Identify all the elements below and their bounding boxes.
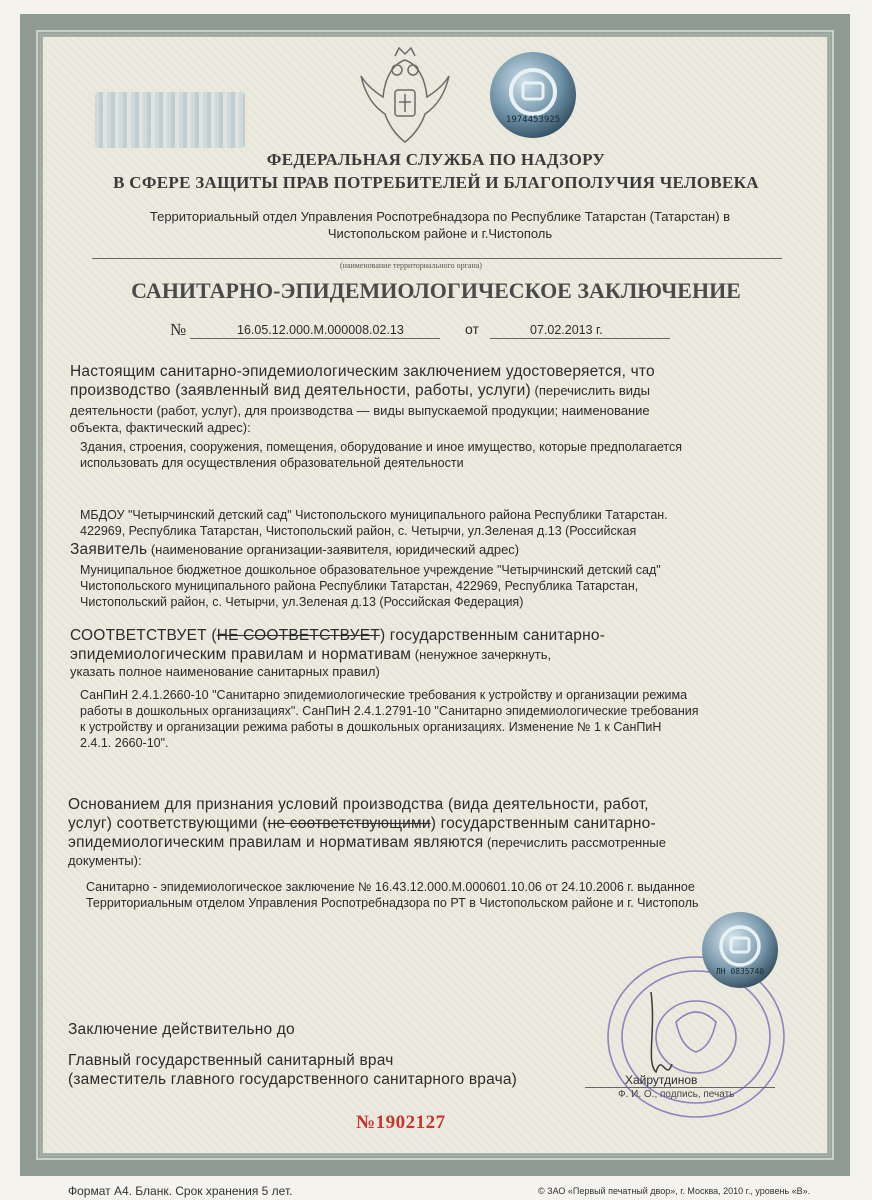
certify-line-2-main: производство (заявленный вид деятельности, работы, услуги) <box>70 382 531 399</box>
certificate-number: 16.05.12.000.М.000008.02.13 <box>237 323 404 337</box>
paren-open: ( <box>206 627 217 644</box>
applicant-heading <box>70 540 519 559</box>
state-emblem-icon <box>355 42 455 152</box>
territorial-underline <box>92 258 782 259</box>
applicant-line-2: Чистопольского муниципального района Республики Татарстан, 422969, Республика Татарстан, <box>80 579 639 593</box>
not-complies-text: НЕ СООТВЕТСТВУЕТ <box>216 627 380 644</box>
applicant-caption: (наименование организации-заявителя, юридический адрес) <box>147 542 520 557</box>
basis-line-2-b: ) государственным санитарно- <box>430 815 656 832</box>
document-title: САНИТАРНО-ЭПИДЕМИОЛОГИЧЕСКОЕ ЗАКЛЮЧЕНИЕ <box>131 278 741 303</box>
basis-not-complies: не соответствующими <box>267 815 431 832</box>
footer-printer: © ЗАО «Первый печатный двор», г. Москва, 2010 г., уровень «В». <box>538 1186 811 1196</box>
hologram-seal-icon <box>488 50 578 140</box>
footer-format: Формат А4. Бланк. Срок хранения 5 лет. <box>68 1184 293 1198</box>
object-address-2: 422969, Республика Татарстан, Чистопольский район, с. Четырчи, ул.Зеленая д.13 (Российская <box>80 524 637 538</box>
applicant-label: Заявитель <box>70 541 148 558</box>
date-underline <box>490 338 670 339</box>
svg-text:1974453925: 1974453925 <box>505 115 561 125</box>
applicant-line-1: Муниципальное бюджетное дошкольное образовательное учреждение "Четырчинский детский сад" <box>80 563 661 577</box>
basis-line-2 <box>68 814 656 833</box>
territorial-caption: (наименование территориального органа) <box>340 261 482 270</box>
object-description-2: использовать для осуществления образовательной деятельности <box>80 456 464 470</box>
basis-line-2-a: услуг) соответствующими ( <box>68 815 268 832</box>
certify-line-4: объекта, фактический адрес): <box>70 420 251 435</box>
basis-document-1: Санитарно - эпидемиологическое заключение № 16.43.12.000.М.000601.10.06 от 24.10.2006 г. выданное <box>86 880 695 894</box>
hologram-strip <box>95 92 245 148</box>
basis-document-2: Территориальным отделом Управления Роспотребнадзора по РТ в Чистопольском районе и г. Чистополь <box>86 896 699 910</box>
basis-line-3 <box>68 833 666 852</box>
certificate-date: 07.02.2013 г. <box>530 323 603 337</box>
complies-text: СООТВЕТСТВУЕТ <box>70 627 207 644</box>
basis-line-3-note: (перечислить рассмотренные <box>483 835 666 850</box>
svg-text:ЛН 0835740: ЛН 0835740 <box>715 967 765 976</box>
signature-caption: Ф. И. О., подпись, печать <box>618 1089 735 1100</box>
territorial-line-2: Чистопольском районе и г.Чистополь <box>327 226 553 241</box>
conformity-line-3: указать полное наименование санитарных правил) <box>70 664 380 679</box>
signatory-line-2: (заместитель главного государственного санитарного врача) <box>68 1071 518 1088</box>
conformity-rest: ) государственным санитарно- <box>379 627 606 644</box>
conformity-line-1 <box>70 626 605 645</box>
signatory-name: Хайрутдинов <box>625 1073 698 1087</box>
agency-line-2: В СФЕРЕ ЗАЩИТЫ ПРАВ ПОТРЕБИТЕЛЕЙ И БЛАГОПОЛУЧИЯ ЧЕЛОВЕКА <box>113 173 759 192</box>
object-description-1: Здания, строения, сооружения, помещения, оборудование и иное имущество, которые предполагается <box>80 440 683 454</box>
conformity-line-2-note: (ненужное зачеркнуть, <box>411 647 552 662</box>
conformity-line-2 <box>70 645 551 664</box>
conformity-line-2-main: эпидемиологическим правилам и нормативам <box>70 646 412 663</box>
certify-line-2 <box>70 381 650 400</box>
territorial-authority <box>70 208 810 242</box>
object-address-1: МБДОУ "Четырчинский детский сад" Чистопольского муниципального района Республики Татарстан. <box>80 508 668 522</box>
certify-line-3: деятельности (работ, услуг), для производства — виды выпускаемой продукции; наименование <box>70 403 650 418</box>
number-label: № <box>170 320 187 339</box>
valid-until: Заключение действительно до <box>68 1021 295 1038</box>
number-underline <box>190 338 440 339</box>
blank-serial-number: №1902127 <box>356 1112 446 1133</box>
basis-line-1: Основанием для признания условий производства (вида деятельности, работ, <box>68 796 649 813</box>
certify-line-1: Настоящим санитарно-эпидемиологическим заключением удостоверяется, что <box>70 363 655 380</box>
sanpin-line-4: 2.4.1. 2660-10". <box>80 736 169 750</box>
sanpin-line-1: СанПиН 2.4.1.2660-10 "Санитарно эпидемиологические требования к устройству и организации режима <box>80 688 688 702</box>
agency-line-1: ФЕДЕРАЛЬНАЯ СЛУЖБА ПО НАДЗОРУ <box>266 150 606 169</box>
hologram-seal-bottom-icon <box>700 910 780 990</box>
signature-underline <box>585 1087 775 1088</box>
signatory-line-1: Главный государственный санитарный врач <box>68 1052 394 1069</box>
sanpin-line-3: к устройству и организации режима работы в дошкольных организациях. Изменение № 1 к СанПиН <box>80 720 662 734</box>
basis-line-4: документы): <box>68 853 142 868</box>
from-label: от <box>465 321 479 337</box>
certify-line-2-note: (перечислить виды <box>530 383 650 398</box>
applicant-line-3: Чистопольский район, с. Четырчи, ул.Зеленая д.13 (Российская Федерация) <box>80 595 524 609</box>
territorial-line-1: Территориальный отдел Управления Роспотребнадзора по Республике Татарстан (Татарстан) в <box>149 209 731 224</box>
basis-line-3-main: эпидемиологическим правилам и нормативам являются <box>68 834 484 851</box>
sanpin-line-2: работы в дошкольных организациях". СанПиН 2.4.1.2791-10 "Санитарно эпидемиологические требования <box>80 704 699 718</box>
